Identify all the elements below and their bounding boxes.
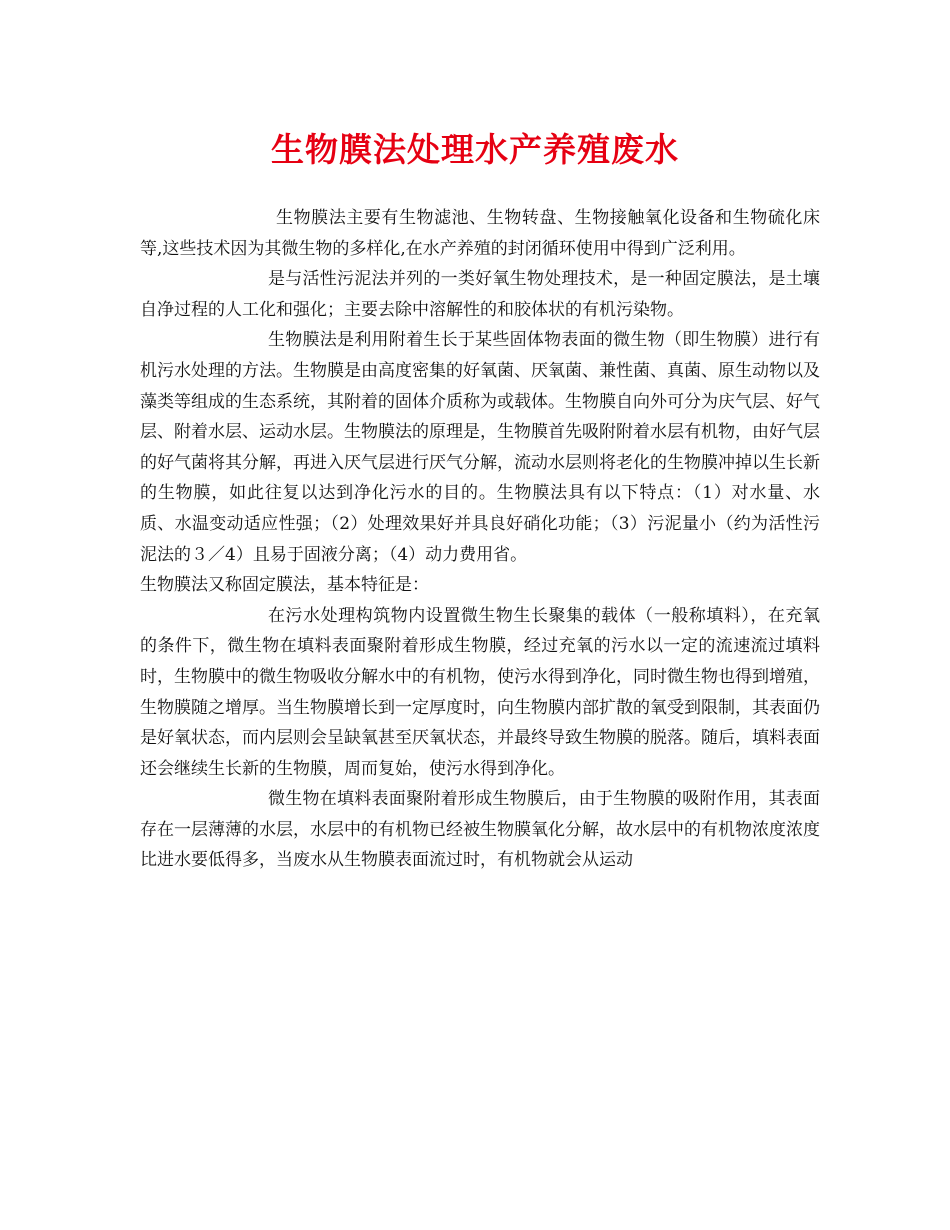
paragraph-aerobic-treatment: 是与活性污泥法并列的一类好氧生物处理技术，是一种固定膜法，是土壤自净过程的人工化和强化；主要去除中溶解性的和胶体状的有机污染物。: [140, 269, 820, 320]
paragraph-carrier-process: 在污水处理构筑物内设置微生物生长聚集的载体（一般称填料），在充氧的条件下，微生物在填料表面聚附着形成生物膜，经过充氧的污水以一定的流速流过填料时，生物膜中的微生物吸收分解水中的有机物，使污水得到净化，同时微生物也得到增殖，生物膜随之增厚。当生物膜增长到一定厚度时，向生物膜内部扩散的氧受到限制，其表面仍是好氧状态，而内层则会呈缺氧甚至厌氧状态，并最终导致生物膜的脱落。随后，填料表面还会继续生长新的生物膜，周而复始，使污水得到净化。: [140, 605, 820, 779]
document-title: 生物膜法处理水产养殖废水: [271, 130, 679, 169]
document-body: [140, 203, 820, 876]
paragraph-principle: 生物膜法是利用附着生长于某些固体物表面的微生物（即生物膜）进行有机污水处理的方法。生物膜是由高度密集的好氧菌、厌氧菌、兼性菌、真菌、原生动物以及藻类等组成的生态系统，其附着的固体介质称为或载体。生物膜自向外可分为庆气层、好气层、附着水层、运动水层。生物膜法的原理是，生物膜首先吸附附着水层有机物，由好气层的好气菌将其分解，再进入厌气层进行厌气分解，流动水层则将老化的生物膜冲掉以生长新的生物膜，如此往复以达到净化污水的目的。生物膜法具有以下特点：（1）对水量、水质、水温变动适应性强；（2）处理效果好并具良好硝化功能；（3）污泥量小（约为活性污泥法的３／4）且易于固液分离；（4）动力费用省。: [140, 330, 820, 565]
paragraph-intro: 生物膜法主要有生物滤池、生物转盘、生物接触氧化设备和生物硫化床等,这些技术因为其微生物的多样化,在水产养殖的封闭循环使用中得到广泛利用。: [140, 208, 820, 259]
paragraph-fixed-film-heading: 生物膜法又称固定膜法，基本特征是：: [140, 575, 429, 596]
paragraph-water-layer: 微生物在填料表面聚附着形成生物膜后，由于生物膜的吸附作用，其表面存在一层薄薄的水层，水层中的有机物已经被生物膜氧化分解，故水层中的有机物浓度浓度比进水要低得多，当废水从生物膜表面流过时，有机物就会从运动: [140, 789, 820, 871]
